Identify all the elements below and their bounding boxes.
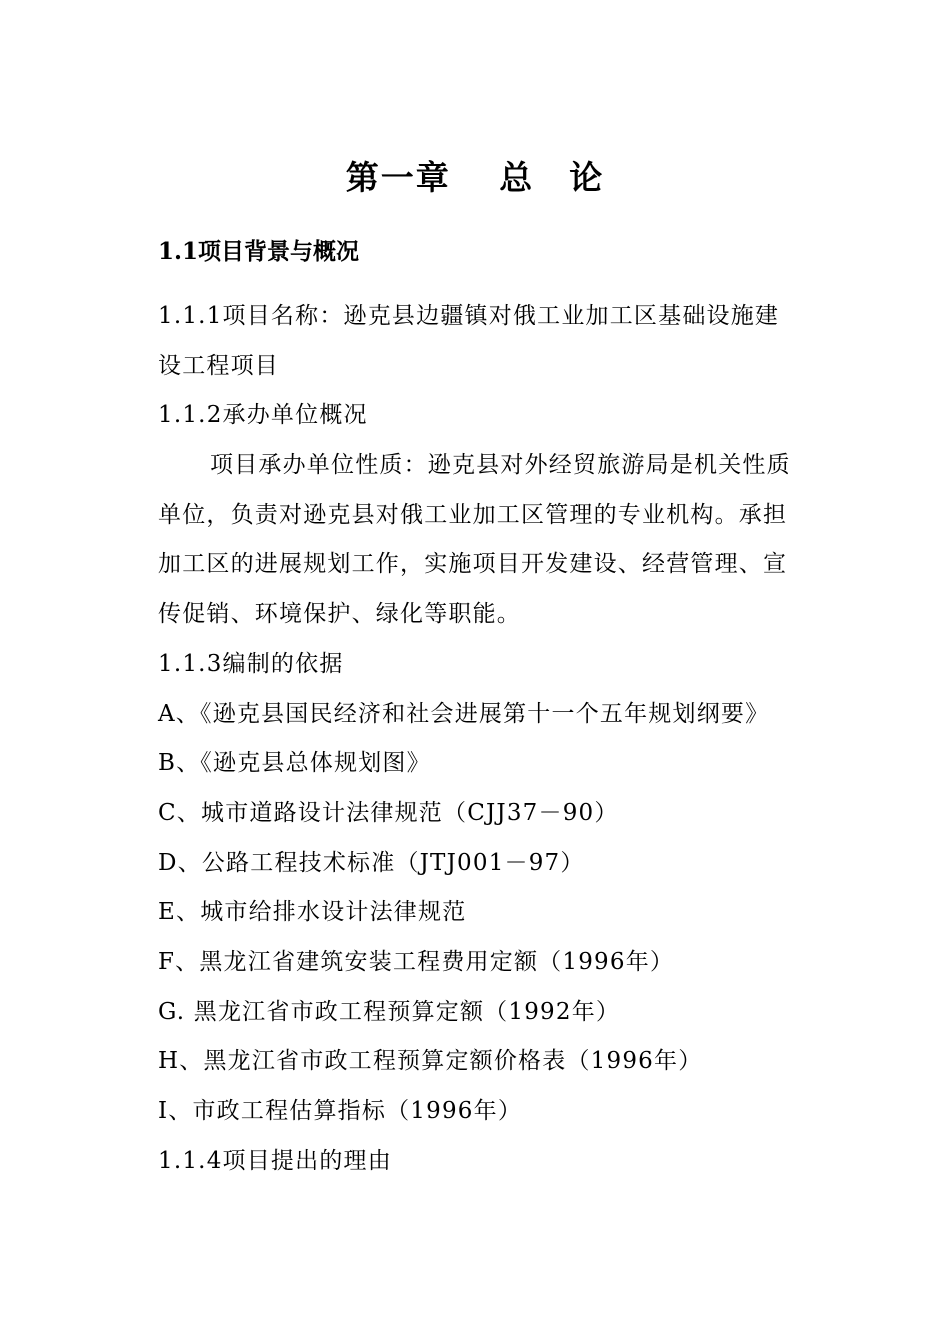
list-item: A、《逊克县国民经济和社会进展第十一个五年规划纲要》 (158, 700, 770, 727)
section-title: 1.1项目背景与概况 (158, 238, 360, 265)
text-line: 1.1.1项目名称：逊克县边疆镇对俄工业加工区基础设施建 (158, 303, 780, 329)
list-item: H、黑龙江省市政工程预算定额价格表（1996年） (158, 1048, 703, 1075)
list-item: B、《逊克县总体规划图》 (158, 750, 431, 777)
text-line: 传促销、环境保护、绿化等职能。 (158, 601, 521, 628)
list-item: C、城市道路设计法律规范（CJJ37－90） (158, 799, 619, 826)
text-line: 单位，负责对逊克县对俄工业加工区管理的专业机构。承担 (158, 501, 788, 528)
paragraph-first-line: 项目承办单位性质：逊克县对外经贸旅游局是机关性质 (210, 452, 791, 479)
list-item: D、公路工程技术标准（JTJ001－97） (158, 849, 585, 876)
text-line: 设工程项目 (158, 352, 279, 379)
subsection-heading: 1.1.4项目提出的理由 (158, 1147, 392, 1174)
subsection-heading: 1.1.3编制的依据 (158, 650, 344, 677)
subsection-heading: 1.1.2承办单位概况 (158, 402, 368, 429)
list-item: E、城市给排水设计法律规范 (158, 899, 467, 926)
chapter-title: 第一章 总 论 (345, 158, 605, 197)
list-item: F、黑龙江省建筑安装工程费用定额（1996年） (158, 948, 675, 975)
list-item: I、市政工程估算指标（1996年） (158, 1098, 523, 1124)
body-text (158, 292, 848, 1186)
text-line: 加工区的进展规划工作，实施项目开发建设、经营管理、宣 (158, 551, 788, 578)
list-item: G. 黑龙江省市政工程预算定额（1992年） (158, 998, 621, 1025)
